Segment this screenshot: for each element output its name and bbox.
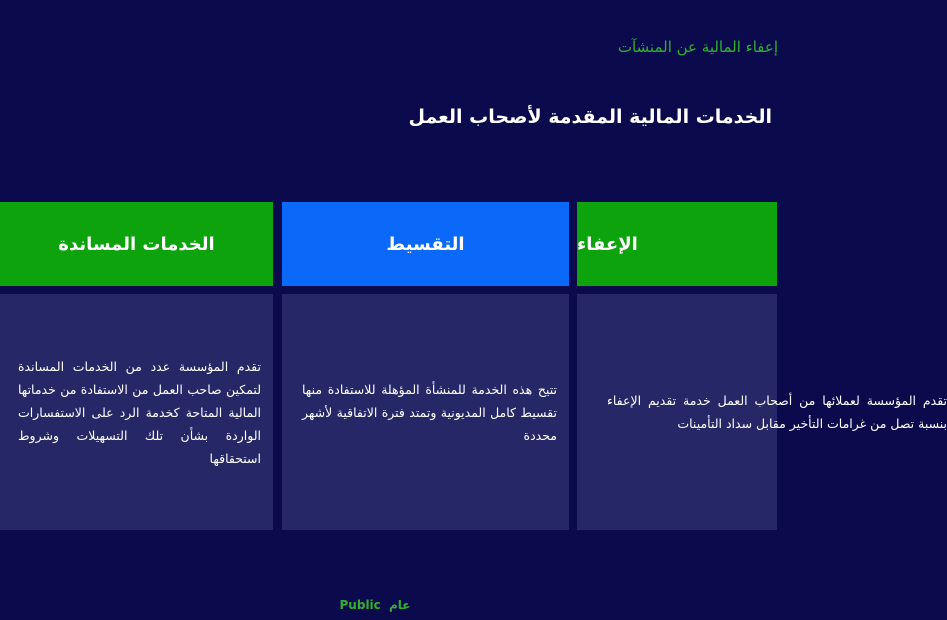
card-body-support-services bbox=[0, 294, 273, 530]
card-header-exemption bbox=[577, 202, 777, 286]
card-body-exemption bbox=[577, 294, 947, 530]
card-header-support-services bbox=[0, 202, 273, 286]
card-header-installment bbox=[282, 202, 569, 286]
card-description: تقدم المؤسسة عدد من الخدمات المساندة لتمكين صاحب العمل من الاستفادة من خدماتها المالية المتاحة كخدمة الرد على الاستفسارات الواردة بشأن تلك التسهيلات وشروط استحقاقها bbox=[18, 358, 261, 466]
card-title: التقسيط bbox=[386, 233, 465, 255]
card-body-installment bbox=[282, 294, 569, 530]
slide-subtitle: إعفاء المالية عن المنشآت bbox=[617, 38, 778, 56]
classification-en: Public bbox=[339, 598, 381, 612]
slide-title: الخدمات المالية المقدمة لأصحاب العمل bbox=[408, 106, 772, 128]
card-title: الإعفاء bbox=[577, 233, 638, 255]
card-description: تقدم المؤسسة لعملائها من أصحاب العمل خدمة تقديم الإعفاء بنسبة تصل من غرامات التأخير مقابل سداد التأمينات bbox=[607, 393, 947, 431]
card-description: تتيح هذه الخدمة للمنشأة المؤهلة للاستفادة منها تقسيط كامل المديونية وتمتد فترة الاتفاقية لأشهر محددة bbox=[302, 381, 557, 443]
card-title: الخدمات المساندة bbox=[58, 233, 215, 255]
classification-ar: عام bbox=[388, 598, 411, 612]
classification-label bbox=[0, 598, 750, 612]
